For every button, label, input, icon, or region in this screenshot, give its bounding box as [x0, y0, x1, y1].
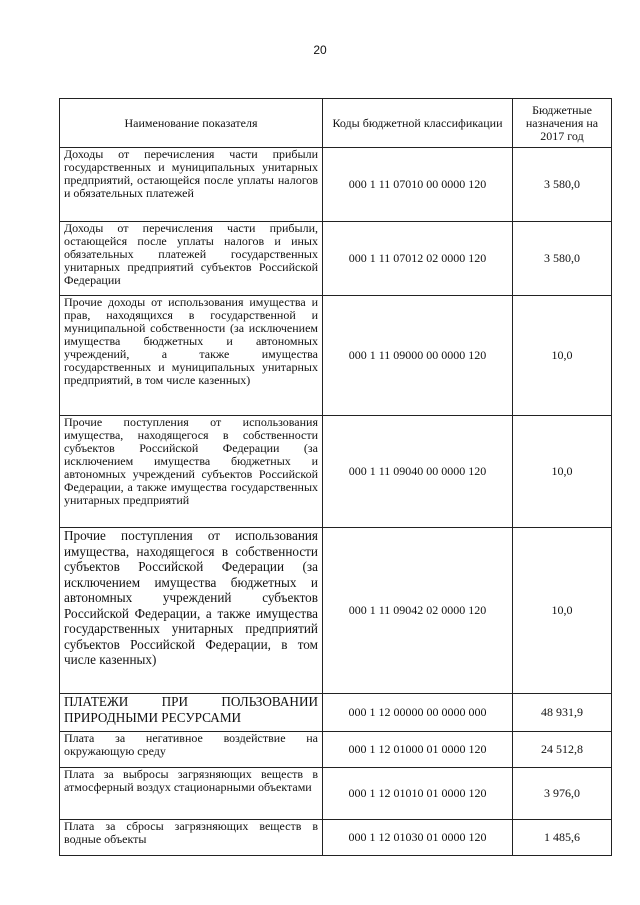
budget-table [59, 98, 612, 856]
table-row [60, 820, 612, 856]
row-value: 3 976,0 [513, 768, 612, 820]
row-name: Прочие доходы от использования имущества и прав, находящихся в государственной и муниципальной собственности (за исключением имущества бюджетных и автономных учреждений, а также имущества государственных и муниципальных унитарных предприятий, в том числе казенных) [60, 296, 323, 416]
table-row [60, 768, 612, 820]
row-name: Доходы от перечисления части прибыли государственных и муниципальных унитарных предприятий, остающейся после уплаты налогов и обязательных платежей [60, 148, 323, 222]
row-value: 1 485,6 [513, 820, 612, 856]
row-code: 000 1 12 01030 01 0000 120 [323, 820, 513, 856]
row-value: 3 580,0 [513, 222, 612, 296]
row-name: Плата за выбросы загрязняющих веществ в атмосферный воздух стационарными объектами [60, 768, 323, 820]
header-code: Коды бюджетной классификации [323, 99, 513, 148]
table-row [60, 694, 612, 732]
header-name: Наименование показателя [60, 99, 323, 148]
row-code: 000 1 12 01010 01 0000 120 [323, 768, 513, 820]
row-name: Плата за негативное воздействие на окружающую среду [60, 732, 323, 768]
table-row [60, 222, 612, 296]
table-row [60, 416, 612, 528]
row-value: 10,0 [513, 416, 612, 528]
table-row [60, 296, 612, 416]
row-code: 000 1 12 01000 01 0000 120 [323, 732, 513, 768]
row-value: 24 512,8 [513, 732, 612, 768]
row-name: Плата за сбросы загрязняющих веществ в водные объекты [60, 820, 323, 856]
row-code: 000 1 12 00000 00 0000 000 [323, 694, 513, 732]
row-code: 000 1 11 09040 00 0000 120 [323, 416, 513, 528]
row-code: 000 1 11 09042 02 0000 120 [323, 528, 513, 694]
row-code: 000 1 11 09000 00 0000 120 [323, 296, 513, 416]
table-row [60, 732, 612, 768]
table-row [60, 528, 612, 694]
page-number: 20 [313, 43, 327, 57]
row-name: ПЛАТЕЖИ ПРИ ПОЛЬЗОВАНИИ ПРИРОДНЫМИ РЕСУРСАМИ [60, 694, 323, 732]
header-value: Бюджетные назначения на 2017 год [513, 99, 612, 148]
row-value: 48 931,9 [513, 694, 612, 732]
table-header-row [60, 99, 612, 148]
row-name: Прочие поступления от использования имущества, находящегося в собственности субъектов Российской Федерации (за исключением имущества бюджетных и автономных учреждений субъектов Российской Федерации, а также имущества государственных унитарных предприятий субъектов Российской Федерации, в том числе казенных) [60, 528, 323, 694]
table-row [60, 148, 612, 222]
row-value: 3 580,0 [513, 148, 612, 222]
row-value: 10,0 [513, 296, 612, 416]
row-name: Прочие поступления от использования имущества, находящегося в собственности субъектов Российской Федерации (за исключением имущества бюджетных и автономных учреждений субъектов Российской Федерации, а также имущества государственных унитарных предприятий [60, 416, 323, 528]
row-code: 000 1 11 07012 02 0000 120 [323, 222, 513, 296]
row-code: 000 1 11 07010 00 0000 120 [323, 148, 513, 222]
row-name: Доходы от перечисления части прибыли, остающейся после уплаты налогов и иных обязательных платежей государственных унитарных предприятий субъектов Российской Федерации [60, 222, 323, 296]
row-value: 10,0 [513, 528, 612, 694]
